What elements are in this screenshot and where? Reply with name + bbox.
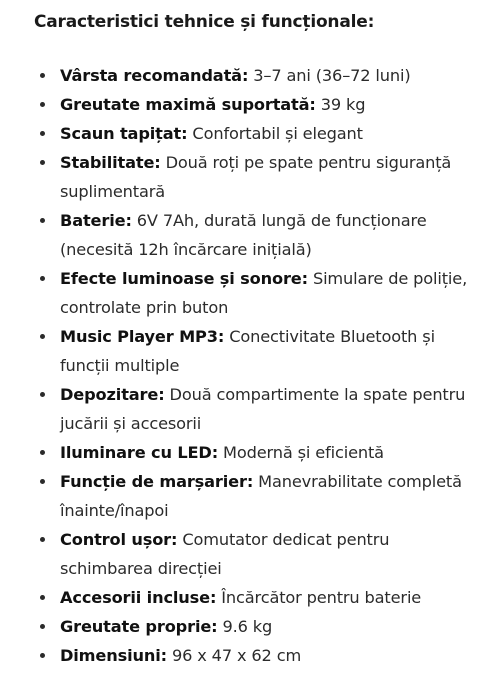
spec-value: Modernă și eficientă <box>218 443 384 462</box>
spec-label: Efecte luminoase și sonore: <box>60 269 308 288</box>
spec-item-seat <box>34 119 487 148</box>
spec-item-included-accessories <box>34 583 487 612</box>
spec-value: 3–7 ani (36–72 luni) <box>248 66 411 85</box>
spec-item-recommended-age <box>34 61 487 90</box>
spec-label: Dimensiuni: <box>60 646 167 665</box>
spec-item-battery <box>34 206 487 264</box>
spec-label: Music Player MP3: <box>60 327 225 346</box>
spec-value: Simulare de poliție, controlate prin buton <box>60 269 468 317</box>
spec-value: 96 x 47 x 62 cm <box>166 646 302 665</box>
spec-label: Control ușor: <box>60 530 178 549</box>
spec-item-music-player <box>34 322 487 380</box>
spec-item-stability <box>34 148 487 206</box>
spec-list <box>34 61 487 670</box>
spec-value: 9.6 kg <box>217 617 273 636</box>
spec-item-reverse-function <box>34 467 487 525</box>
spec-label: Greutate proprie: <box>60 617 218 636</box>
spec-value: 6V 7Ah, durată lungă de funcționare (necesită 12h încărcare inițială) <box>60 211 427 259</box>
spec-item-easy-control <box>34 525 487 583</box>
spec-item-dimensions <box>34 641 487 670</box>
section-heading: Caracteristici tehnice și funcționale: <box>34 12 375 32</box>
spec-label: Accesorii incluse: <box>60 588 217 607</box>
spec-value: 39 kg <box>315 95 366 114</box>
spec-item-max-weight <box>34 90 487 119</box>
spec-label: Greutate maximă suportată: <box>60 95 316 114</box>
spec-label: Iluminare cu LED: <box>60 443 219 462</box>
spec-item-storage <box>34 380 487 438</box>
spec-label: Vârsta recomandată: <box>60 66 249 85</box>
spec-item-led-lighting <box>34 438 487 467</box>
spec-value: Conectivitate Bluetooth și funcții multiple <box>60 327 435 375</box>
spec-value: Încărcător pentru baterie <box>216 588 422 607</box>
spec-label: Stabilitate: <box>60 153 161 172</box>
spec-value: Două compartimente la spate pentru jucării și accesorii <box>60 385 466 433</box>
spec-label: Funcție de marșarier: <box>60 472 254 491</box>
spec-label: Scaun tapițat: <box>60 124 188 143</box>
spec-value: Manevrabilitate completă înainte/înapoi <box>60 472 462 520</box>
spec-item-own-weight <box>34 612 487 641</box>
spec-item-light-sound-effects <box>34 264 487 322</box>
spec-label: Depozitare: <box>60 385 165 404</box>
spec-value: Comutator dedicat pentru schimbarea direcției <box>60 530 390 578</box>
spec-label: Baterie: <box>60 211 132 230</box>
spec-value: Confortabil și elegant <box>187 124 363 143</box>
spec-value: Două roți pe spate pentru siguranță suplimentară <box>60 153 452 201</box>
